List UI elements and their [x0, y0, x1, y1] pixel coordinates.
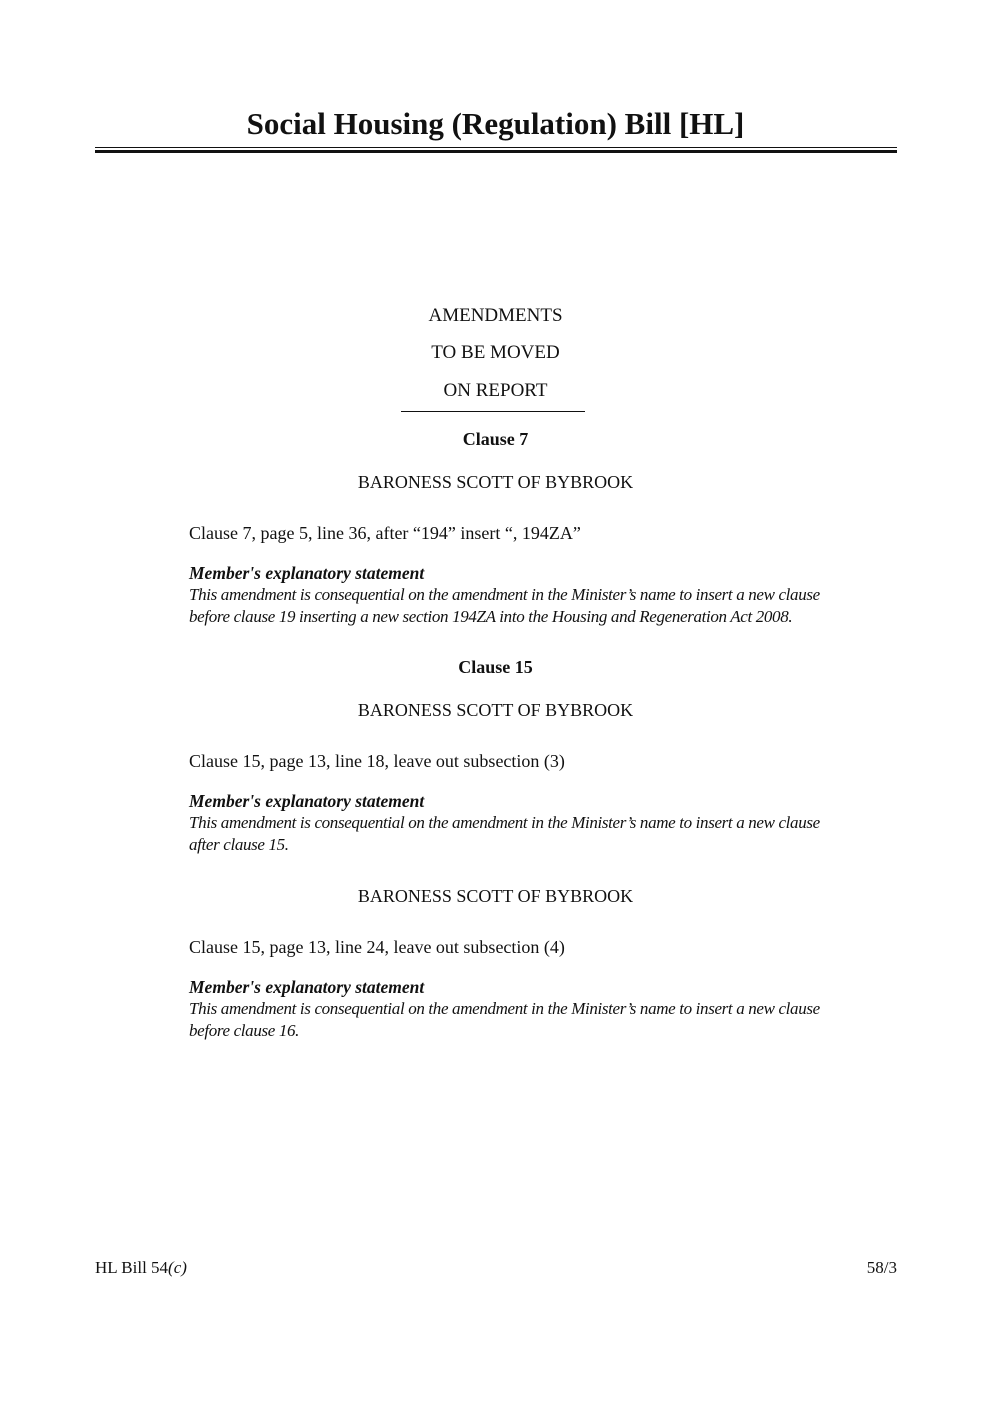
mover-name: BARONESS SCOTT OF BYBROOK	[357, 472, 634, 492]
document-title: Social Housing (Regulation) Bill [HL]	[246, 106, 745, 141]
bill-number: HL Bill 54	[95, 1258, 169, 1277]
statement-line: after clause 15.	[189, 835, 289, 854]
title-rule-thick	[95, 150, 897, 153]
heading-line-2: TO BE MOVED	[431, 342, 560, 363]
statement-line: before clause 16.	[189, 1021, 300, 1040]
statement-heading: Member's explanatory statement	[189, 563, 425, 583]
statement-line: before clause 19 inserting a new section 194ZA into the Housing and Regeneration Act 2008.	[189, 607, 793, 626]
amendment-text: Clause 15, page 13, line 24, leave out subsection (4)	[189, 937, 565, 957]
footer-bill-reference	[95, 1258, 187, 1278]
statement-heading: Member's explanatory statement	[189, 977, 425, 997]
clause-heading: Clause 7	[462, 429, 529, 449]
statement-line: This amendment is consequential on the amendment in the Minister’s name to insert a new clause	[189, 585, 820, 604]
title-rule-thin	[95, 147, 897, 148]
mover-name: BARONESS SCOTT OF BYBROOK	[357, 700, 634, 720]
footer-page-reference: 58/3	[866, 1258, 897, 1277]
mover-name: BARONESS SCOTT OF BYBROOK	[357, 886, 634, 906]
heading-rule	[401, 411, 585, 412]
amendment-text: Clause 15, page 13, line 18, leave out subsection (3)	[189, 751, 565, 771]
bill-suffix: (c)	[168, 1258, 187, 1277]
statement-heading: Member's explanatory statement	[189, 791, 425, 811]
statement-line: This amendment is consequential on the amendment in the Minister’s name to insert a new clause	[189, 813, 820, 832]
amendment-text: Clause 7, page 5, line 36, after “194” insert “, 194ZA”	[189, 523, 581, 543]
heading-line-3: ON REPORT	[443, 380, 548, 401]
statement-line: This amendment is consequential on the amendment in the Minister’s name to insert a new clause	[189, 999, 820, 1018]
clause-heading: Clause 15	[458, 657, 533, 677]
heading-line-1: AMENDMENTS	[428, 305, 563, 326]
